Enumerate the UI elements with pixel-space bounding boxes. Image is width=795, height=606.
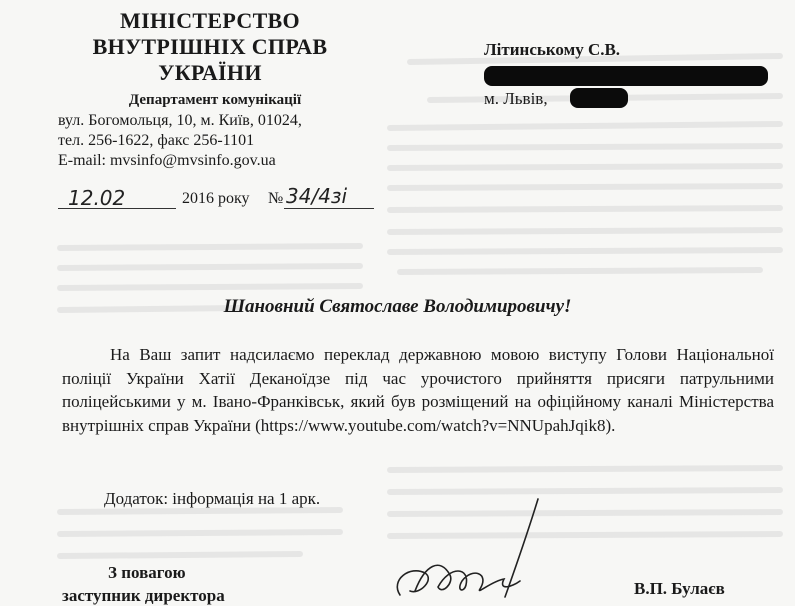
- ministry-line-1: МІНІСТЕРСТВО: [120, 8, 300, 33]
- body-text: На Ваш запит надсилаємо переклад державною мовою виступу Голови Національної поліції України Хатії Деканоїдзе під час урочистого прийняття присяги патрульними поліцейськими у м. Івано-Франківськ, який був розміщений на офіційному каналі Міністерства внутрішніх справ України (: [62, 345, 774, 435]
- year-text: 2016 року: [182, 190, 250, 207]
- ministry-name: [60, 8, 360, 86]
- handwritten-signature: [380, 495, 540, 600]
- body-text-end: ).: [605, 415, 616, 435]
- address-line-1: вул. Богомольця, 10, м. Київ, 01024,: [58, 112, 302, 129]
- number-sign: №: [268, 190, 284, 207]
- email-line: E-mail: mvsinfo@mvsinfo.gov.ua: [58, 152, 276, 169]
- number-underline: [284, 208, 374, 209]
- department-name: Департамент комунікації: [128, 92, 302, 108]
- signer-position: заступник директора: [62, 586, 225, 605]
- attachment-note: Додаток: інформація на 1 арк.: [104, 489, 321, 508]
- sender-address: [58, 111, 302, 171]
- date-number-line: [58, 184, 378, 212]
- youtube-link[interactable]: https://www.youtube.com/watch?v=NNUpahJqik8: [260, 415, 606, 435]
- handwritten-number: 34/4зі: [286, 184, 348, 208]
- recipient-city: м. Львів,: [484, 89, 548, 108]
- redaction-address: [484, 66, 768, 86]
- letter-body: [62, 343, 774, 437]
- handwritten-date: 12.02: [68, 186, 126, 210]
- address-line-2: тел. 256-1622, факс 256-1101: [58, 132, 255, 149]
- ministry-line-2: ВНУТРІШНІХ СПРАВ: [92, 34, 328, 59]
- salutation: Шановний Святославе Володимировичу!: [223, 296, 572, 317]
- recipient-name: Літинському С.В.: [484, 40, 621, 59]
- redaction-city-detail: [570, 88, 628, 108]
- ministry-line-3: УКРАЇНИ: [158, 60, 262, 85]
- closing-regards: З повагою: [108, 563, 186, 582]
- signer-name: В.П. Булаєв: [634, 579, 725, 598]
